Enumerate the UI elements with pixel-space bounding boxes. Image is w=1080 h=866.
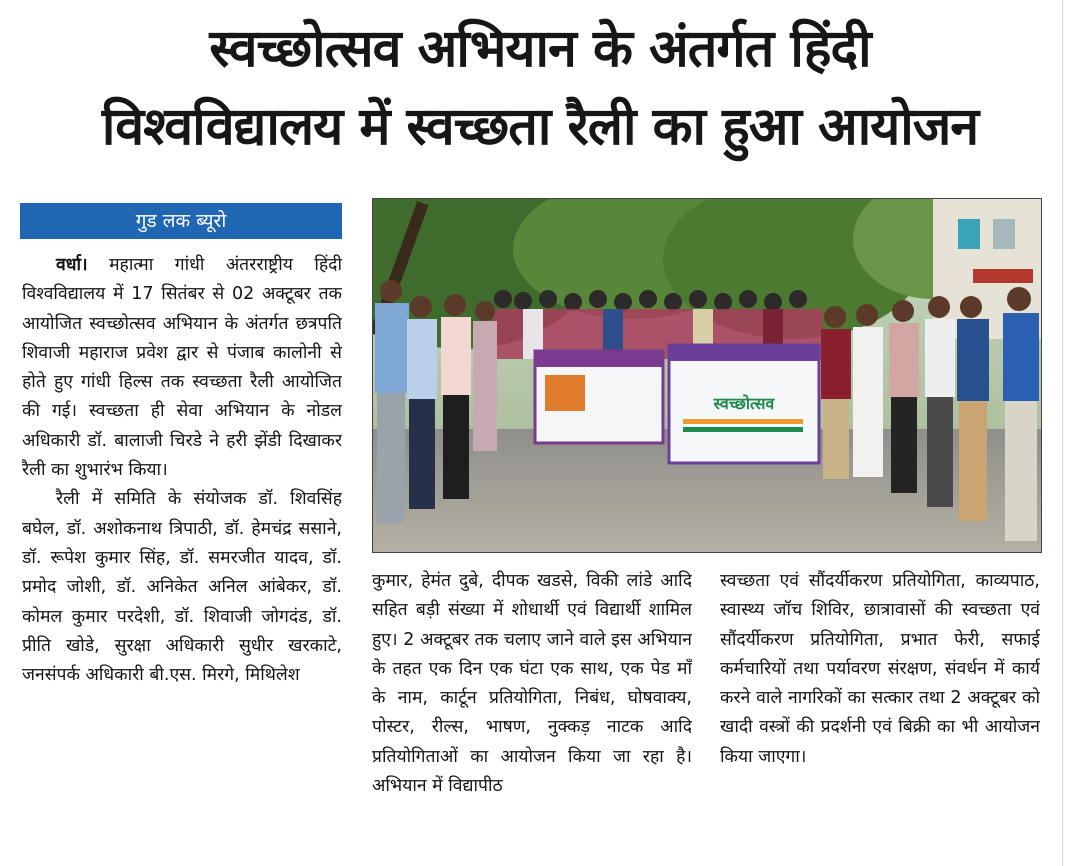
article-paragraph-1-text: महात्मा गांधी अंतरराष्ट्रीय हिंदी विश्वविद्यालय में 17 सितंबर से 02 अक्टूबर तक आयोजित स्वच्छोत्सव अभियान के अंतर्गत छत्रपति शिवाजी महाराज प्रवेश द्वार से पंजाब कालोनी से होते हुए गांधी हिल्स तक स्वच्छता रैली आयोजित की गई। स्वच्छता ही सेवा अभियान के नोडल अधिकारी डॉ. बालाजी चिरडे ने हरी झेंडी दिखाकर रैली का शुभारंभ किया। bbox=[22, 255, 342, 481]
article-paragraph-3: कुमार, हेमंत दुबे, दीपक खडसे, विकी लांडे आदि सहित बड़ी संख्या में शोधार्थी एवं विद्यार्थी शामिल हुए। 2 अक्टूबर तक चलाए जाने वाले इस अभियान के तहत एक दिन एक घंटा एक साथ, एक पेड मॉं के नाम, कार्टून प्रतियोगिता, निबंध, घोषवाक्य, पोस्टर, रील्स, भाषण, नुक्कड़ नाटक आदि प्रतियोगिताओं का आयोजन किया जा रहा है। अभियान में विद्यापीठ bbox=[372, 571, 692, 797]
byline-bureau: गुड लक ब्यूरो bbox=[20, 203, 342, 239]
rally-photo bbox=[372, 198, 1042, 553]
headline bbox=[0, 10, 1080, 166]
page-edge-rule bbox=[1062, 0, 1063, 866]
banner-swachhotsav: स्वच्छोत्सव bbox=[713, 394, 775, 413]
article-paragraph-4: स्वच्छता एवं सौंदर्यीकरण प्रतियोगिता, काव्यपाठ, स्वास्थ्य जॉच शिविर, छात्रावासों की स्वच्छता एवं सौंदर्यीकरण प्रतियोगिता, प्रभात फेरी, सफाई कर्मचारियों तथा पर्यावरण संरक्षण, संवर्धन में कार्य करने वाले नागरिकों का सत्कार तथा 2 अक्टूबर को खादी वस्त्रों की प्रदर्शनी एवं बिक्री का भी आयोजन किया जाएगा। bbox=[720, 571, 1040, 767]
headline-line-2: विश्वविद्यालय में स्वच्छता रैली का हुआ आयोजन bbox=[101, 97, 979, 157]
article-column-1 bbox=[22, 251, 342, 851]
rally-photo-illustration bbox=[373, 199, 1042, 553]
article-paragraph-2: रैली में समिति के संयोजक डॉ. शिवसिंह बघेल, डॉ. अशोकनाथ त्रिपाठी, डॉ. हेमचंद्र ससाने, डॉ. रूपेश कुमार सिंह, डॉ. समरजीत यादव, डॉ. प्रमोद जोशी, डॉ. अनिकेत अनिल आंबेकर, डॉ. कोमल कुमार परदेशी, डॉ. शिवाजी जोगदंड, डॉ. प्रीति खोडे, सुरक्षा अधिकारी सुधीर खरकाटे, जनसंपर्क अधिकारी बी.एस. मिरगे, मिथिलेश bbox=[22, 489, 342, 686]
article-column-2 bbox=[372, 567, 692, 847]
headline-line-1: स्वच्छोत्सव अभियान के अंतर्गत हिंदी bbox=[209, 19, 871, 79]
dateline: वर्धा। bbox=[56, 255, 88, 275]
article-column-3 bbox=[720, 567, 1040, 847]
article-paragraph-1 bbox=[22, 251, 342, 485]
